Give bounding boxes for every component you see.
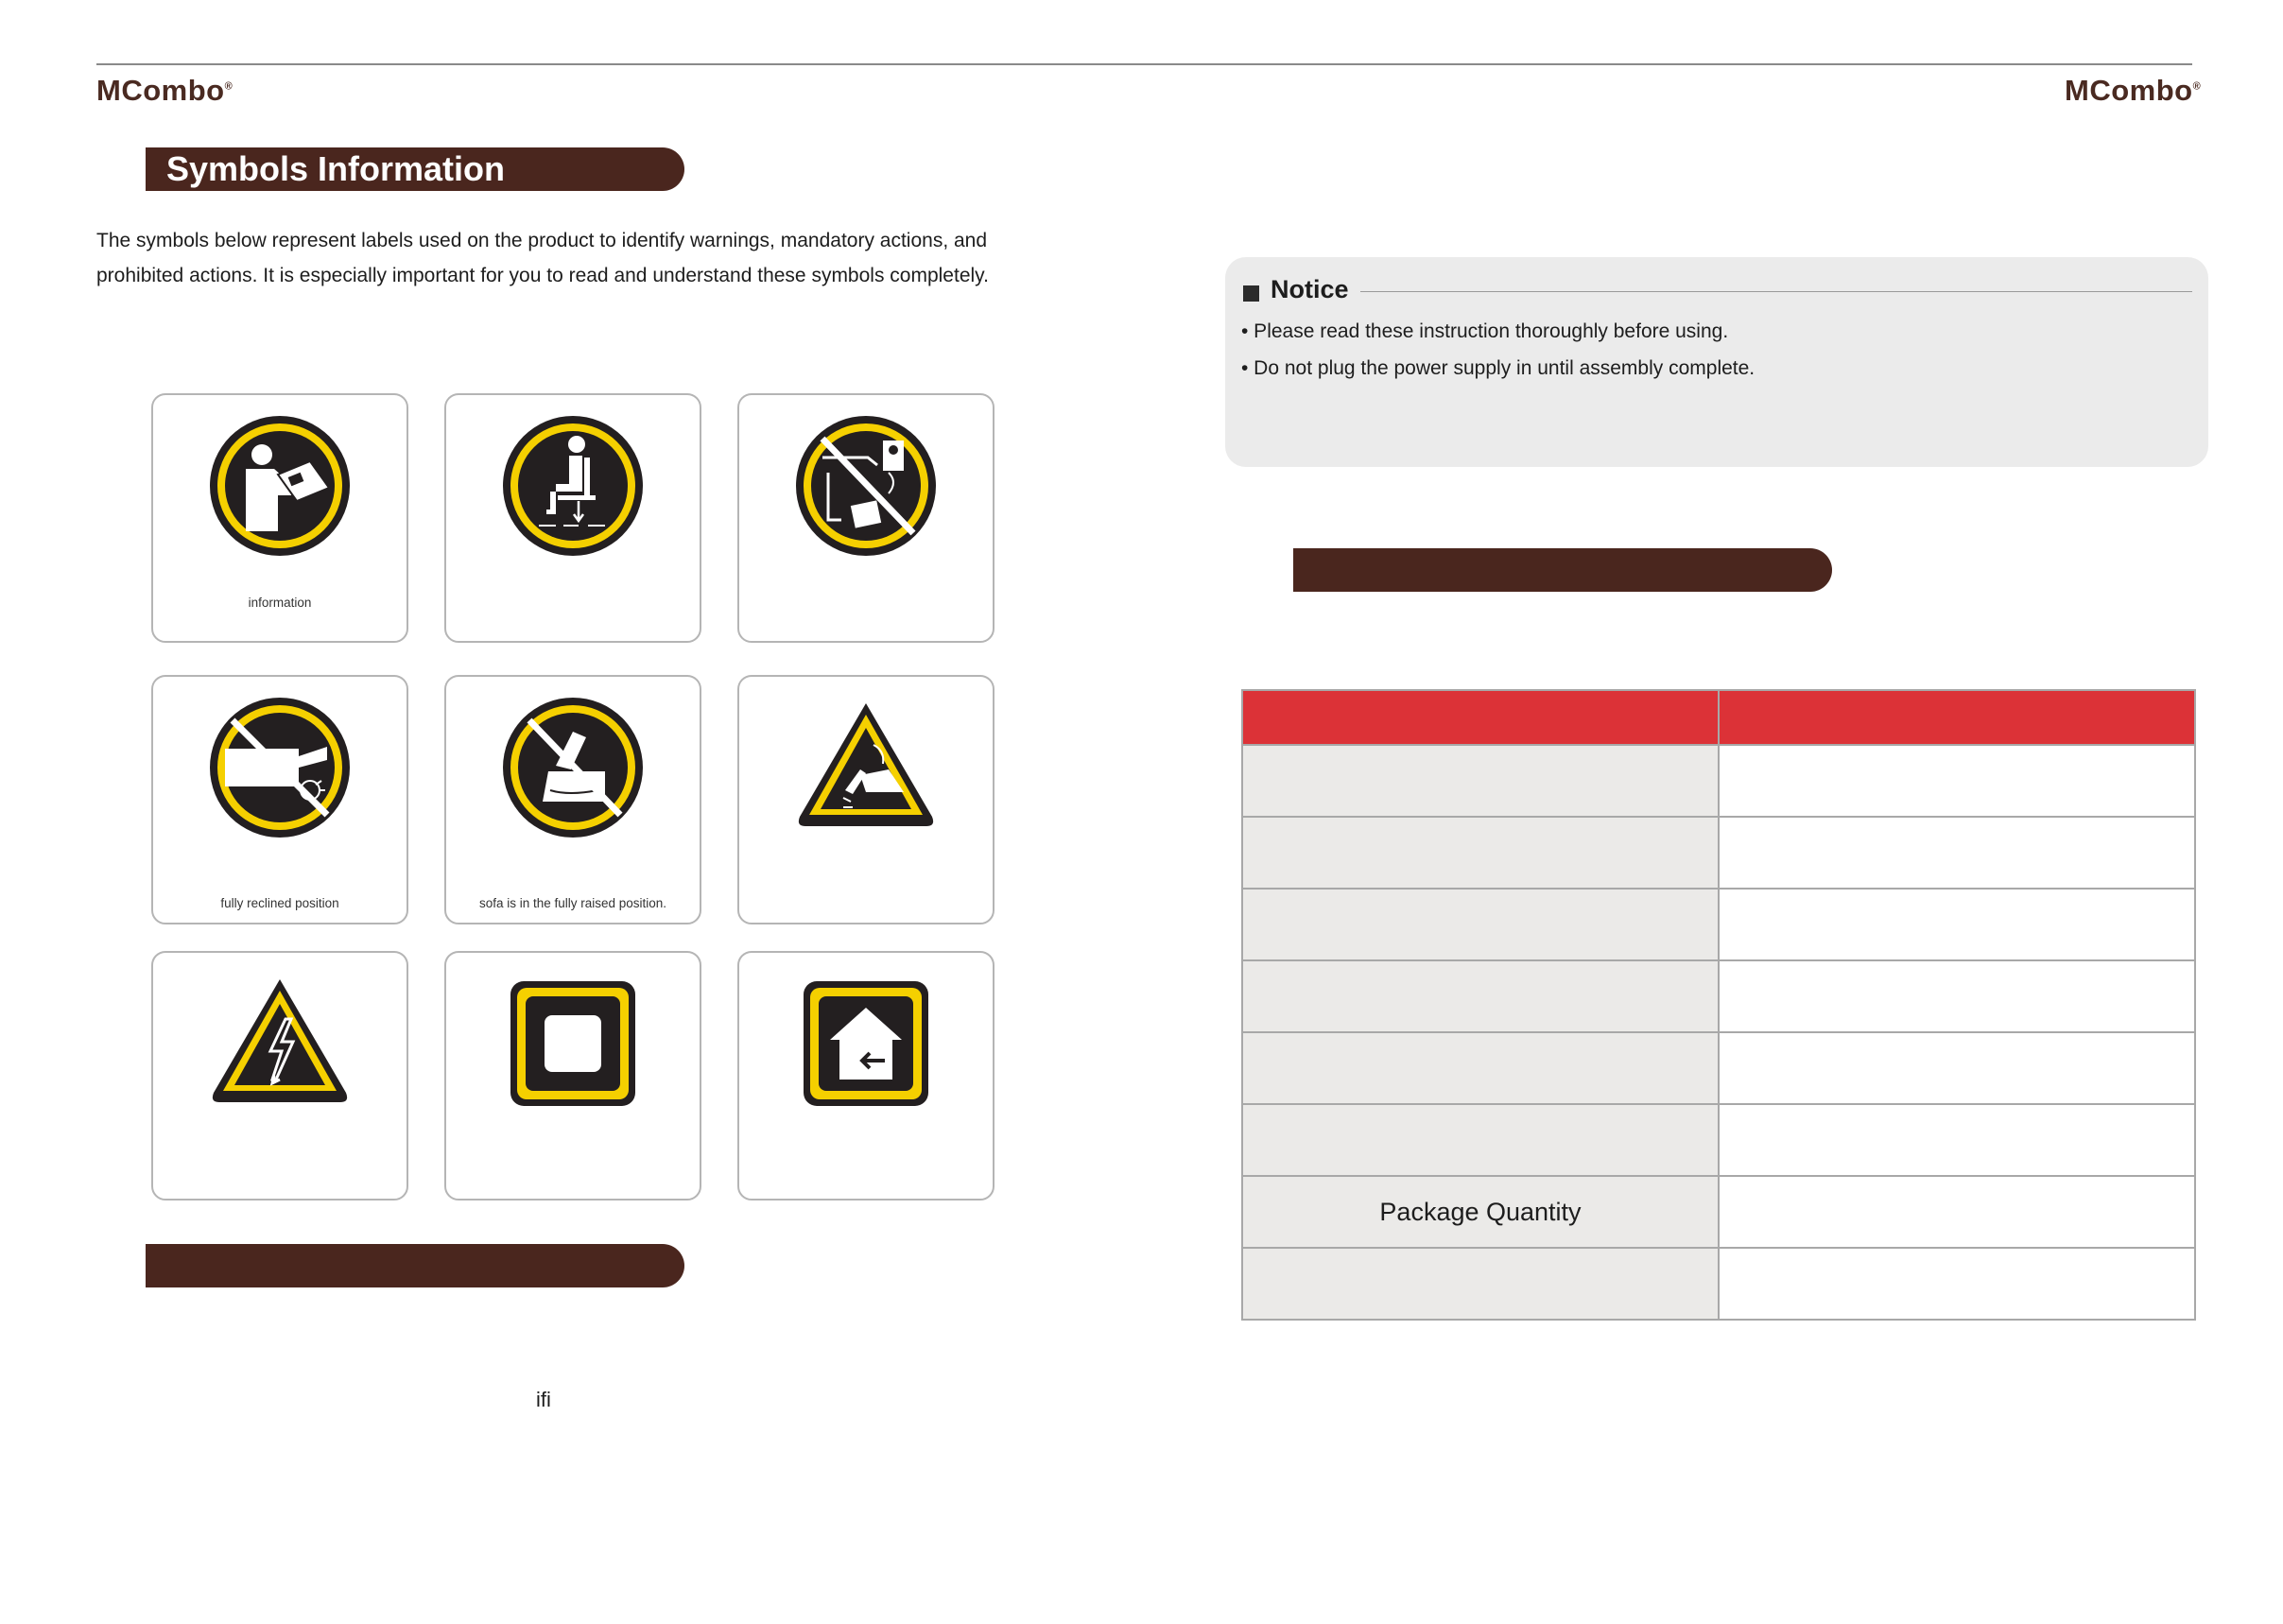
notice-item: • Do not plug the power supply in until assembly complete. bbox=[1241, 357, 1755, 379]
spec-key: Package Quantity bbox=[1242, 1176, 1719, 1248]
table-row bbox=[1242, 960, 2195, 1032]
table-header-row bbox=[1242, 690, 2195, 745]
table-row bbox=[1242, 745, 2195, 817]
spec-value bbox=[1719, 889, 2195, 960]
spec-key bbox=[1242, 1104, 1719, 1176]
read-manual-icon bbox=[208, 414, 352, 558]
no-electrical-outlet-icon bbox=[794, 414, 938, 558]
symbol-caption: information bbox=[248, 596, 312, 610]
table-row bbox=[1242, 1176, 2195, 1248]
stop-square-icon bbox=[501, 972, 645, 1115]
brand-logo-left: MCombo® bbox=[96, 74, 233, 107]
symbol-card bbox=[737, 393, 994, 643]
spec-table bbox=[1241, 689, 2196, 1321]
table-row bbox=[1242, 1248, 2195, 1320]
section-title-banner bbox=[146, 147, 684, 191]
no-pets-under-recliner-icon bbox=[208, 696, 352, 839]
brand-logo-right: MCombo® bbox=[2065, 74, 2202, 107]
spec-value bbox=[1719, 1104, 2195, 1176]
notice-box bbox=[1225, 257, 2208, 467]
intro-line-2: prohibited actions. It is especially important for you to read and understand these symbols completely. bbox=[96, 265, 989, 286]
seated-person-icon bbox=[501, 414, 645, 558]
pinch-hazard-warning-icon bbox=[794, 696, 938, 839]
spec-key bbox=[1242, 1248, 1719, 1320]
symbol-caption: fully reclined position bbox=[220, 896, 339, 910]
spec-key bbox=[1242, 1032, 1719, 1104]
notice-title: Notice bbox=[1271, 275, 1349, 303]
spec-section-banner bbox=[1293, 548, 1832, 592]
spec-key bbox=[1242, 745, 1719, 817]
spec-value bbox=[1719, 745, 2195, 817]
no-standing-raised-sofa-icon bbox=[501, 696, 645, 839]
footnote-text: ifi bbox=[536, 1388, 551, 1411]
table-row bbox=[1242, 889, 2195, 960]
spec-key bbox=[1242, 889, 1719, 960]
notice-rule bbox=[1360, 291, 2192, 292]
symbol-card bbox=[151, 675, 408, 924]
symbol-card bbox=[737, 675, 994, 924]
table-header-cell bbox=[1242, 690, 1719, 745]
intro-text bbox=[96, 223, 1098, 293]
header-rule bbox=[96, 63, 2192, 65]
spec-value bbox=[1719, 817, 2195, 889]
spec-value bbox=[1719, 1248, 2195, 1320]
indoor-use-only-icon bbox=[794, 972, 938, 1115]
symbol-card bbox=[737, 951, 994, 1201]
symbol-card bbox=[444, 951, 701, 1201]
notice-item: • Please read these instruction thoroughly before using. bbox=[1241, 320, 1729, 342]
table-row bbox=[1242, 817, 2195, 889]
spec-key bbox=[1242, 817, 1719, 889]
spec-value bbox=[1719, 1176, 2195, 1248]
spec-value bbox=[1719, 1032, 2195, 1104]
symbol-card bbox=[444, 393, 701, 643]
symbol-card bbox=[151, 393, 408, 643]
spec-key bbox=[1242, 960, 1719, 1032]
symbol-card bbox=[444, 675, 701, 924]
table-row bbox=[1242, 1032, 2195, 1104]
spec-value bbox=[1719, 960, 2195, 1032]
table-header-cell bbox=[1719, 690, 2195, 745]
electric-shock-warning-icon bbox=[208, 972, 352, 1115]
symbol-card bbox=[151, 951, 408, 1201]
symbol-caption: sofa is in the fully raised position. bbox=[478, 896, 667, 910]
section-title: Symbols Information bbox=[166, 149, 506, 188]
table-row bbox=[1242, 1104, 2195, 1176]
bottom-section-banner bbox=[146, 1244, 684, 1287]
intro-line-1: The symbols below represent labels used on the product to identify warnings, mandatory actions, and bbox=[96, 230, 988, 251]
notice-bullet-square bbox=[1243, 285, 1259, 302]
